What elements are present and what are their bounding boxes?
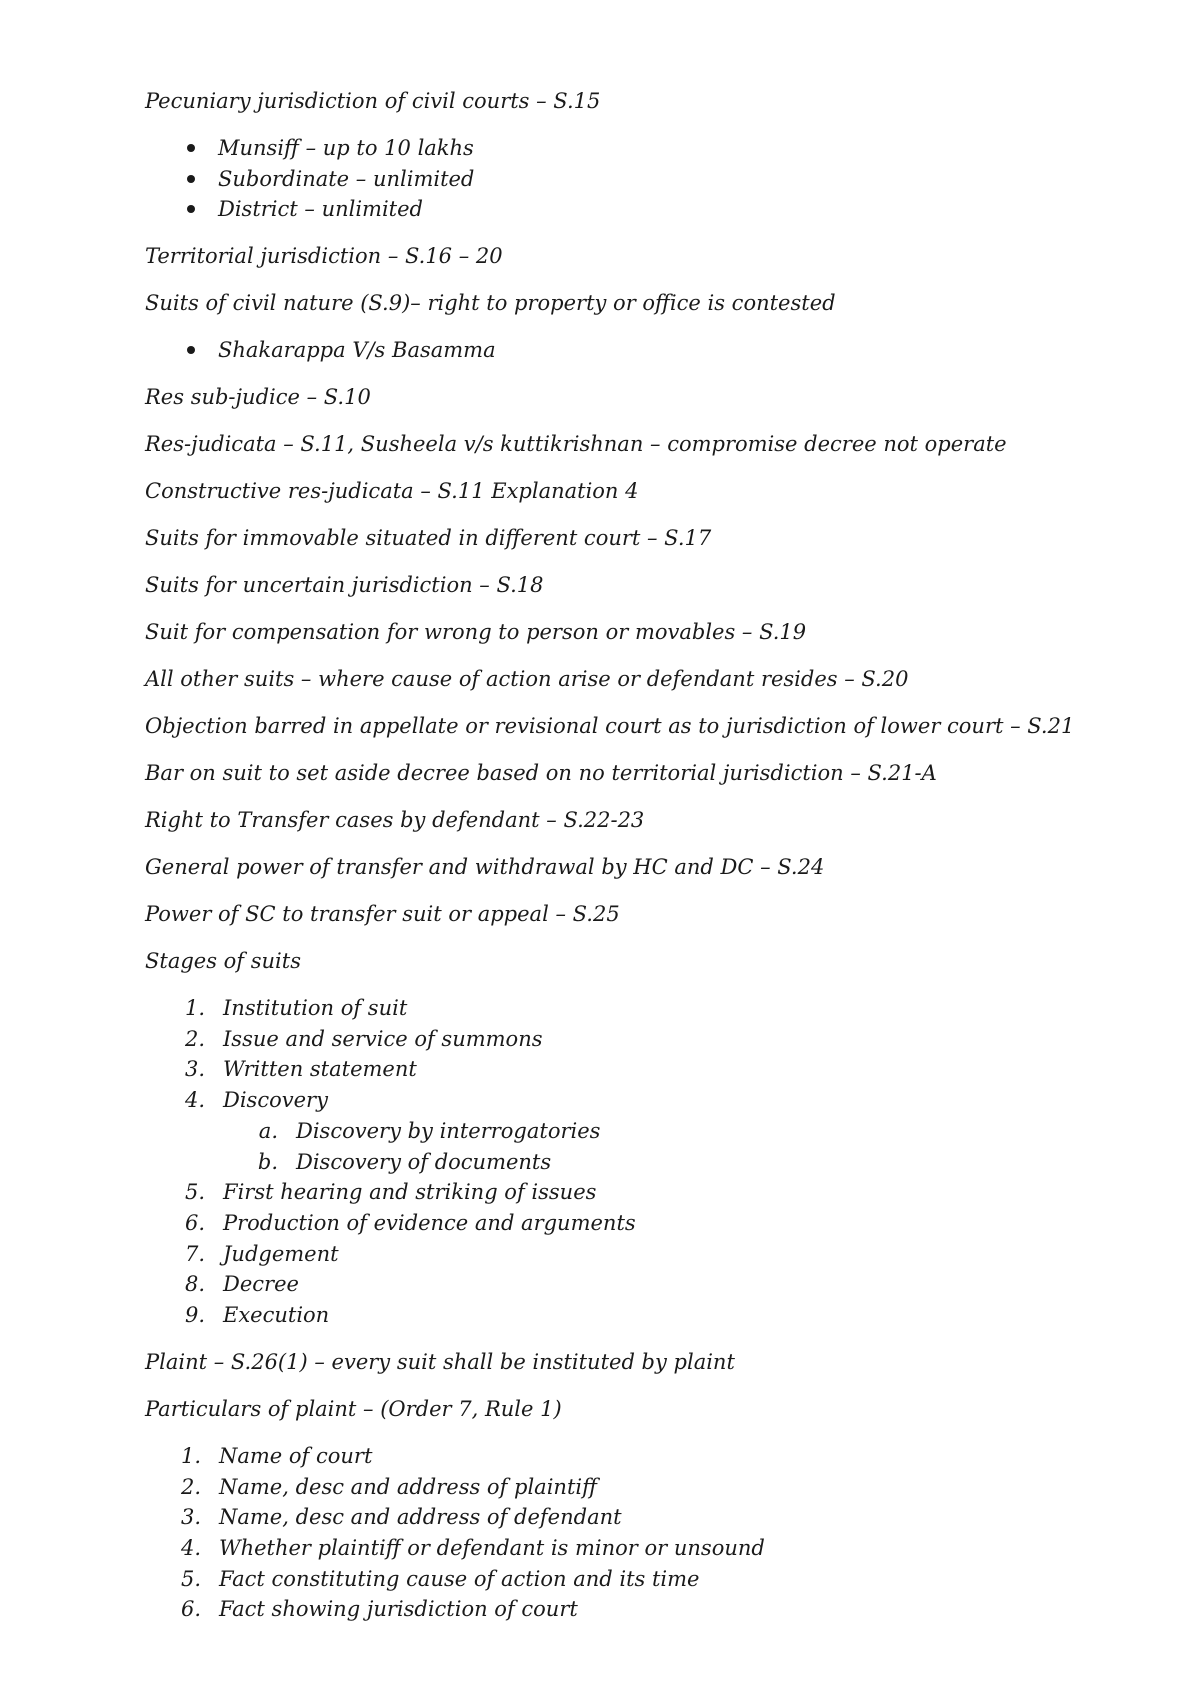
territorial-line: Territorial jurisdiction – S.16 – 20: [145, 244, 503, 268]
list-item: Name, desc and address of plaintiff: [219, 1475, 597, 1499]
list-number: 9.: [184, 1303, 205, 1327]
list-number: 3.: [180, 1505, 201, 1529]
list-number: 5.: [184, 1180, 205, 1204]
list-item: Fact showing jurisdiction of court: [219, 1597, 578, 1621]
list-item: First hearing and striking of issues: [223, 1180, 597, 1204]
list-number: 1.: [180, 1444, 201, 1468]
text-line: Constructive res-judicata – S.11 Explanation 4: [145, 479, 639, 503]
list-number: 7.: [184, 1242, 205, 1266]
list-item: Discovery: [223, 1088, 328, 1112]
civil-nature-heading: Suits of civil nature (S.9)– right to property or office is contested: [145, 291, 836, 315]
list-item: Name of court: [219, 1444, 373, 1468]
list-number: 6.: [180, 1597, 201, 1621]
bullet-icon: [187, 175, 195, 183]
list-number: 6.: [184, 1211, 205, 1235]
list-item: Institution of suit: [223, 996, 408, 1020]
list-item: Execution: [223, 1303, 330, 1327]
list-item: Discovery of documents: [296, 1150, 552, 1174]
bullet-icon: [187, 144, 195, 152]
bullet-icon: [187, 205, 195, 213]
list-item: Subordinate – unlimited: [218, 167, 475, 191]
text-line: Objection barred in appellate or revisional court as to jurisdiction of lower court – S.21: [145, 714, 1075, 738]
list-item: Shakarappa V/s Basamma: [218, 338, 496, 362]
text-line: Power of SC to transfer suit or appeal – S.25: [145, 902, 620, 926]
list-item: Name, desc and address of defendant: [219, 1505, 622, 1529]
list-item: Decree: [223, 1272, 299, 1296]
list-item: Issue and service of summons: [223, 1027, 543, 1051]
pecuniary-heading: Pecuniary jurisdiction of civil courts – S.15: [145, 89, 601, 113]
list-item: Judgement: [223, 1242, 339, 1266]
list-number: 3.: [184, 1057, 205, 1081]
particulars-heading: Particulars of plaint – (Order 7, Rule 1): [145, 1397, 562, 1421]
list-number: a.: [258, 1119, 278, 1143]
list-number: 5.: [180, 1567, 201, 1591]
text-line: Suits for immovable situated in different court – S.17: [145, 526, 712, 550]
list-number: 1.: [184, 996, 205, 1020]
text-line: Right to Transfer cases by defendant – S.22-23: [145, 808, 645, 832]
text-line: Bar on suit to set aside decree based on no territorial jurisdiction – S.21-A: [145, 761, 937, 785]
text-line: General power of transfer and withdrawal by HC and DC – S.24: [145, 855, 825, 879]
list-number: b.: [257, 1150, 278, 1174]
bullet-icon: [187, 346, 195, 354]
list-item: Munsiff – up to 10 lakhs: [218, 136, 474, 160]
list-item: Fact constituting cause of action and its time: [219, 1567, 700, 1591]
text-line: Res sub-judice – S.10: [145, 385, 371, 409]
text-line: Res-judicata – S.11, Susheela v/s kuttikrishnan – compromise decree not operate: [145, 432, 1007, 456]
list-number: 4.: [184, 1088, 205, 1112]
list-item: District – unlimited: [218, 197, 423, 221]
text-line: Suits for uncertain jurisdiction – S.18: [145, 573, 544, 597]
list-item: Written statement: [223, 1057, 417, 1081]
list-number: 4.: [180, 1536, 201, 1560]
stages-heading: Stages of suits: [145, 949, 301, 973]
list-number: 2.: [180, 1475, 201, 1499]
list-item: Production of evidence and arguments: [223, 1211, 636, 1235]
list-number: 2.: [184, 1027, 205, 1051]
list-item: Discovery by interrogatories: [296, 1119, 601, 1143]
text-line: All other suits – where cause of action arise or defendant resides – S.20: [145, 667, 909, 691]
list-item: Whether plaintiff or defendant is minor or unsound: [219, 1536, 765, 1560]
list-number: 8.: [184, 1272, 205, 1296]
plaint-line: Plaint – S.26(1) – every suit shall be instituted by plaint: [145, 1350, 735, 1374]
text-line: Suit for compensation for wrong to person or movables – S.19: [145, 620, 807, 644]
